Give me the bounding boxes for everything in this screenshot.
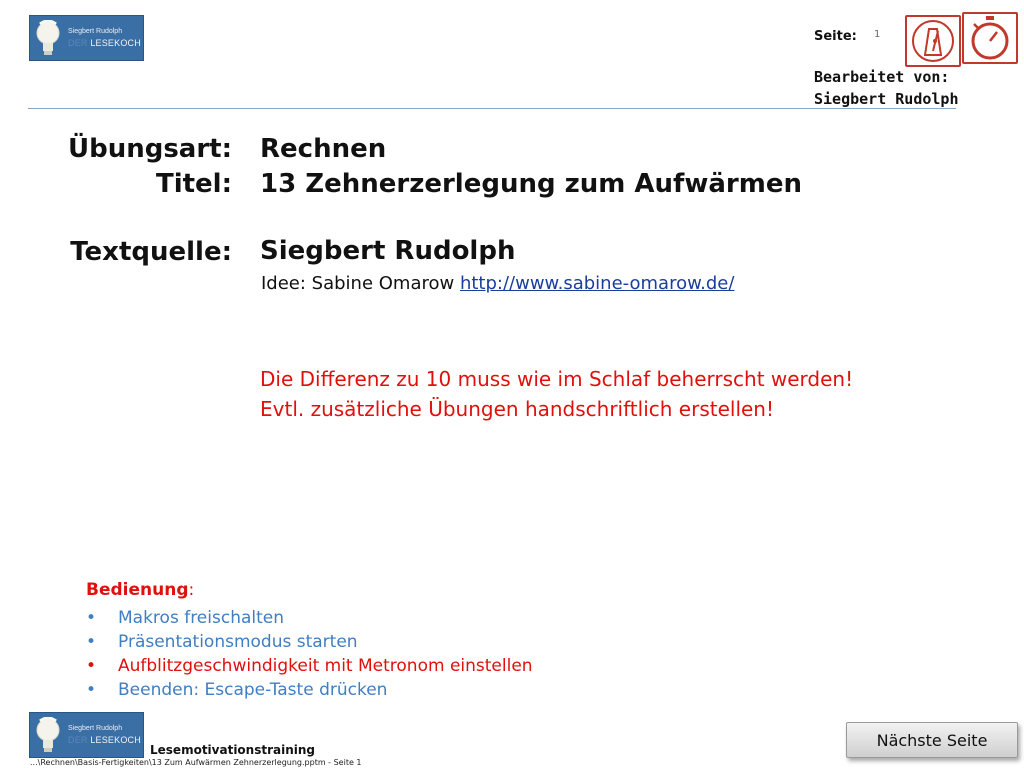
list-item	[86, 606, 533, 630]
logo-brand: LESEKOCH	[90, 735, 141, 745]
footer-path: ...\Rechnen\Basis-Fertigkeiten\13 Zum Aufwärmen Zehnerzerlegung.pptm - Seite 1	[30, 758, 362, 767]
page-number: 1	[874, 29, 881, 40]
stopwatch-icon	[964, 14, 1016, 62]
exercise-type-label: Übungsart:	[67, 134, 232, 164]
metronome-button[interactable]	[905, 15, 961, 67]
idea-link[interactable]: http://www.sabine-omarow.de/	[459, 273, 735, 294]
lightbulb-icon	[34, 717, 62, 755]
instructions-title-colon: :	[188, 580, 195, 600]
stopwatch-button[interactable]	[962, 12, 1018, 64]
instruction-text: Makros freischalten	[118, 608, 285, 628]
instruction-text: Präsentationsmodus starten	[118, 632, 358, 652]
note-line1: Die Differenz zu 10 muss wie im Schlaf beherrscht werden!	[260, 367, 854, 391]
logo-line1: Siegbert Rudolph	[68, 28, 123, 35]
logo-prefix: DER	[68, 735, 88, 745]
instructions-title-text: Bedienung	[86, 580, 189, 600]
logo-line2	[68, 38, 141, 48]
logo	[29, 15, 144, 61]
header-divider	[28, 108, 956, 109]
metronome-icon	[907, 17, 959, 65]
logo-line1: Siegbert Rudolph	[68, 725, 123, 732]
note	[260, 364, 853, 424]
logo-line2	[68, 735, 141, 745]
footer-logo	[29, 712, 144, 758]
instruction-text: Aufblitzgeschwindigkeit mit Metronom einstellen	[118, 656, 533, 676]
bullet: •	[86, 632, 97, 652]
source-value: Siegbert Rudolph	[260, 236, 516, 266]
exercise-type-value: Rechnen	[260, 134, 387, 164]
edited-by-label: Bearbeitet von:	[814, 68, 950, 86]
bullet: •	[86, 680, 97, 700]
instructions-title	[86, 580, 194, 600]
instruction-text: Beenden: Escape-Taste drücken	[118, 680, 388, 700]
title-value: 13 Zehnerzerlegung zum Aufwärmen	[260, 169, 802, 199]
note-line2: Evtl. zusätzliche Übungen handschriftlich erstellen!	[260, 397, 774, 421]
edited-by-name: Siegbert Rudolph	[814, 90, 959, 108]
idea-line	[261, 273, 734, 294]
logo-prefix: DER	[68, 38, 88, 48]
idea-prefix: Idee: Sabine Omarow	[261, 273, 455, 294]
footer-label: Lesemotivationstraining	[150, 743, 316, 757]
bullet: •	[86, 656, 97, 676]
instructions-list	[86, 606, 533, 702]
logo-brand: LESEKOCH	[90, 38, 141, 48]
lightbulb-icon	[34, 20, 62, 58]
list-item	[86, 654, 533, 678]
page-label: Seite:	[814, 29, 857, 44]
edited-by	[814, 66, 959, 110]
bullet: •	[86, 608, 97, 628]
list-item	[86, 630, 533, 654]
title-label: Titel:	[155, 169, 232, 199]
next-page-button[interactable]: Nächste Seite	[846, 722, 1018, 758]
source-label: Textquelle:	[70, 237, 232, 267]
list-item	[86, 678, 533, 702]
